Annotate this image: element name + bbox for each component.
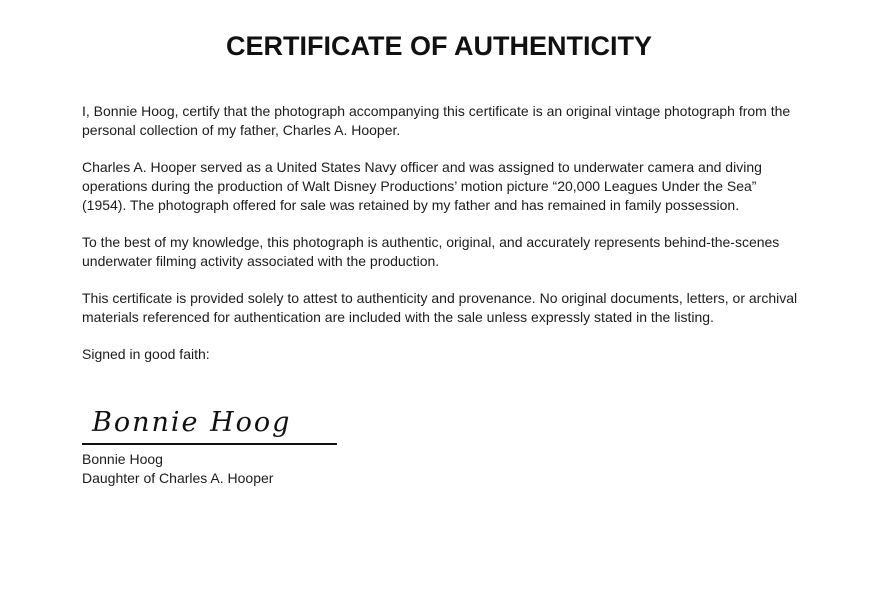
paragraph-provenance: Charles A. Hooper served as a United States Navy officer and was assigned to underwater camera and diving operations during the production of Walt Disney Productions’ motion picture “20,000 Leagues Under the Sea” (1954). The photograph offered for sale was retained by my father and has remained in family possession. <box>82 159 762 213</box>
paragraph-intro: I, Bonnie Hoog, certify that the photograph accompanying this certificate is an original vintage photograph from the personal collection of my father, Charles A. Hooper. <box>82 103 791 138</box>
signature-block <box>82 406 798 487</box>
signer-relation: Daughter of Charles A. Hooper <box>82 469 274 486</box>
certificate-body <box>82 102 798 487</box>
paragraph-attestation: To the best of my knowledge, this photograph is authentic, original, and accurately represents behind-the-scenes underwater filming activity associated with the production. <box>82 234 780 269</box>
paragraph-signed-in-good-faith: Signed in good faith: <box>82 346 210 362</box>
signer-printed-name: Bonnie Hoog <box>82 451 163 467</box>
page-title: CERTIFICATE OF AUTHENTICITY <box>226 31 652 61</box>
paragraph-disclaimer: This certificate is provided solely to attest to authenticity and provenance. No original documents, letters, or archival materials referenced for authentication are included with the sale unless expressly stated in the listing. <box>82 290 798 325</box>
signature-line <box>82 443 337 445</box>
handwritten-signature: Bonnie Hoog <box>92 407 292 438</box>
